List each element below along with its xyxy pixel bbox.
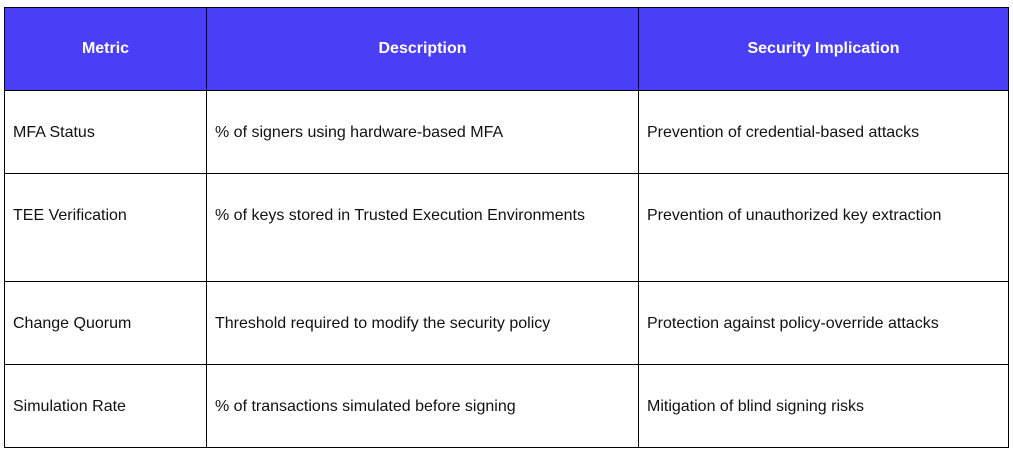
table-row xyxy=(5,174,1009,282)
cell-description: % of signers using hardware-based MFA xyxy=(207,91,639,174)
metrics-table-container xyxy=(4,7,1008,448)
cell-security-implication: Protection against policy-override attacks xyxy=(639,282,1009,365)
cell-description: % of transactions simulated before signing xyxy=(207,365,639,448)
header-security-implication: Security Implication xyxy=(639,8,1009,91)
metrics-table xyxy=(4,7,1009,448)
cell-description: Threshold required to modify the security policy xyxy=(207,282,639,365)
table-header-row xyxy=(5,8,1009,91)
cell-metric: MFA Status xyxy=(5,91,207,174)
cell-security-implication: Prevention of unauthorized key extraction xyxy=(639,174,1009,282)
cell-description: % of keys stored in Trusted Execution Environments xyxy=(207,174,639,282)
cell-metric: Simulation Rate xyxy=(5,365,207,448)
table-row xyxy=(5,365,1009,448)
table-row xyxy=(5,282,1009,365)
cell-metric: TEE Verification xyxy=(5,174,207,282)
cell-metric: Change Quorum xyxy=(5,282,207,365)
header-description: Description xyxy=(207,8,639,91)
cell-security-implication: Prevention of credential-based attacks xyxy=(639,91,1009,174)
header-metric: Metric xyxy=(5,8,207,91)
table-row xyxy=(5,91,1009,174)
cell-security-implication: Mitigation of blind signing risks xyxy=(639,365,1009,448)
